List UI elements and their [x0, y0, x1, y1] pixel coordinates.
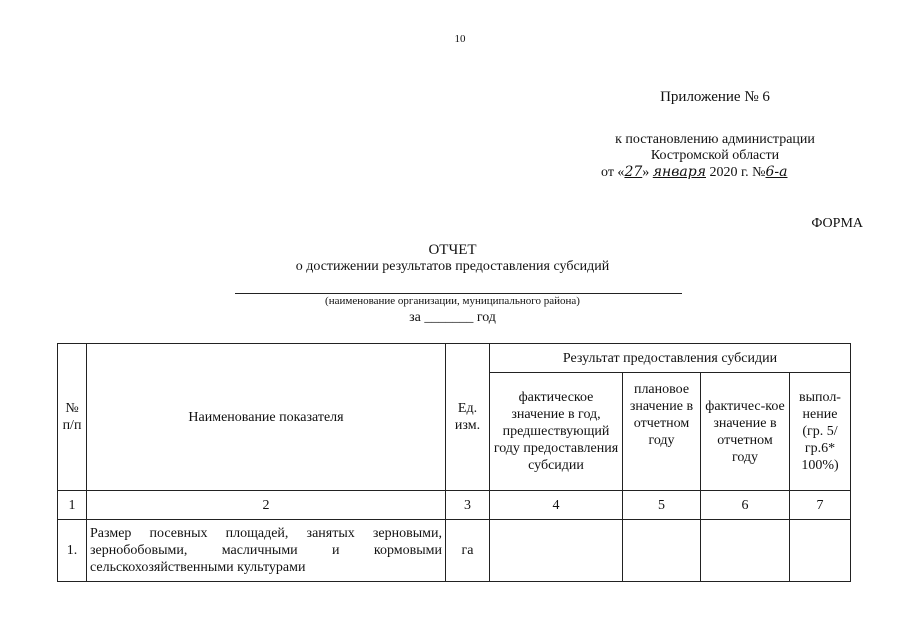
numbering-cell: 3 [446, 491, 490, 520]
numbering-cell: 6 [701, 491, 790, 520]
date-month: января [652, 164, 706, 180]
row-num: 1. [58, 520, 87, 582]
row-unit: га [446, 520, 490, 582]
header-plan: плановое значение в отчетном году [623, 373, 701, 491]
organization-blank-line [235, 293, 682, 294]
header-unit: Ед. изм. [446, 344, 490, 491]
header-fact: фактичес-кое значение в отчетном году [701, 373, 790, 491]
date-day: 27 [624, 164, 643, 180]
date-mid: » [642, 165, 650, 180]
date-suffix: 2020 г. № [709, 165, 766, 180]
header-exec: выпол-нение (гр. 5/гр.6* 100%) [790, 373, 851, 491]
decree-reference: к постановлению администрации [615, 132, 815, 147]
table-row [58, 520, 851, 582]
period-prefix: за [409, 310, 421, 325]
header-fact-prev: фактическое значение в год, предшествующий году предоставления субсидии [490, 373, 623, 491]
numbering-cell: 4 [490, 491, 623, 520]
date-prefix: от « [601, 165, 625, 180]
header-num: № п/п [58, 344, 87, 491]
numbering-cell: 5 [623, 491, 701, 520]
row-fact [701, 520, 790, 582]
report-table [57, 343, 851, 582]
row-exec [790, 520, 851, 582]
page-number: 10 [454, 33, 466, 45]
organization-caption: (наименование организации, муниципального района) [325, 295, 580, 307]
numbering-cell: 7 [790, 491, 851, 520]
numbering-cell: 1 [58, 491, 87, 520]
row-fact-prev [490, 520, 623, 582]
doc-number: 6-а [765, 164, 788, 180]
period-suffix: год [476, 310, 496, 325]
header-result-group: Результат предоставления субсидии [490, 344, 851, 373]
appendix-label: Приложение № 6 [660, 89, 770, 105]
numbering-cell: 2 [87, 491, 446, 520]
period-blank: _______ [424, 310, 474, 325]
report-title: ОТЧЕТ [428, 242, 477, 258]
row-indicator-name: Размер посевных площадей, занятых зерновыми, зернобобовыми, масличными и кормовыми сельскохозяйственными культурами [87, 520, 446, 582]
report-period [0, 310, 905, 326]
region-name: Костромской области [650, 148, 780, 163]
report-subtitle: о достижении результатов предоставления субсидий [295, 259, 610, 274]
row-plan [623, 520, 701, 582]
decree-date-line [601, 164, 788, 181]
header-name: Наименование показателя [87, 344, 446, 491]
form-label: ФОРМА [811, 216, 863, 231]
